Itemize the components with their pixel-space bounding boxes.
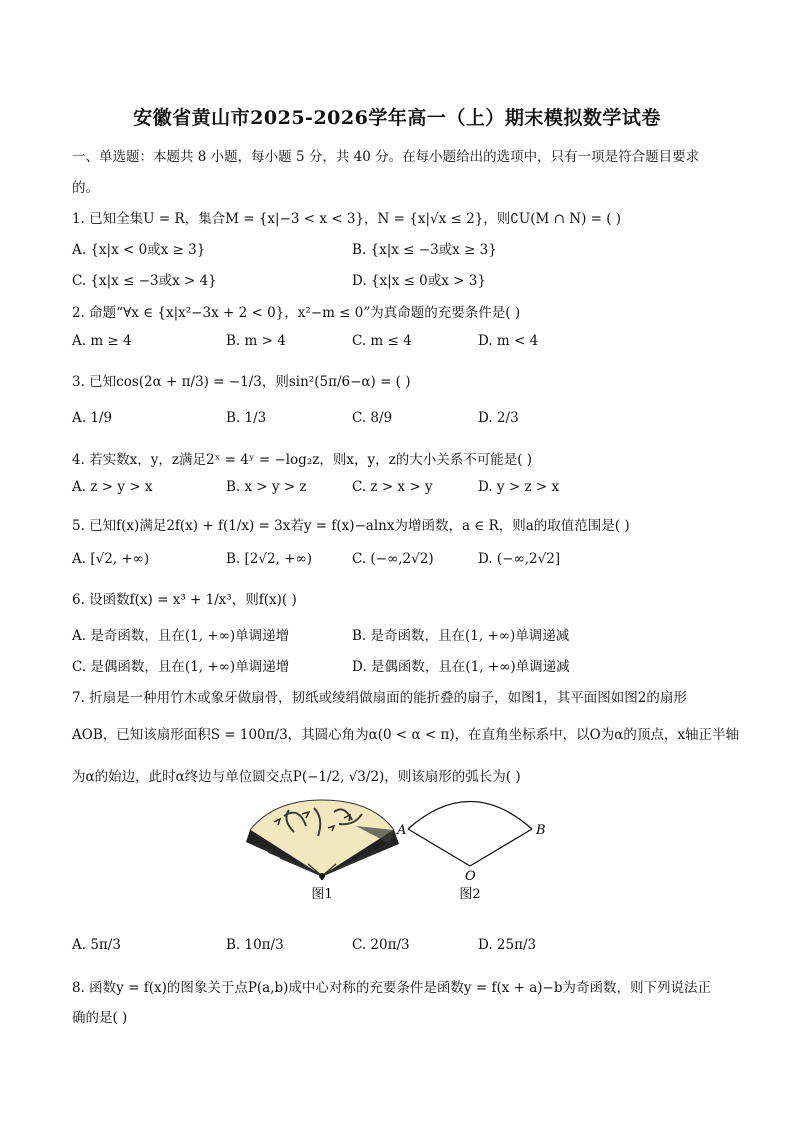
fan-figures bbox=[244, 796, 564, 906]
question-3-stem: 3. 已知cos(2α + π/3) = −1/3，则sin²(5π/6−α) = ( ) bbox=[72, 374, 411, 390]
question-7-option-a: A. 5π/3 bbox=[72, 937, 121, 953]
question-3-option-c: C. 8/9 bbox=[352, 410, 393, 426]
question-2-option-b: B. m > 4 bbox=[226, 333, 286, 349]
sector-aob-diagram bbox=[408, 802, 532, 867]
question-7-stem-line3: 为α的始边，此时α终边与单位圆交点P(−1/2, √3/2)，则该扇形的弧长为( ) bbox=[72, 769, 521, 785]
question-7-option-b: B. 10π/3 bbox=[226, 937, 284, 953]
question-4-option-c: C. z > x > y bbox=[352, 479, 433, 495]
question-7-figures bbox=[244, 796, 564, 906]
question-6-option-a: A. 是奇函数，且在(1, +∞)单调递增 bbox=[72, 628, 290, 644]
question-6-stem: 6. 设函数f(x) = x³ + 1/x³，则f(x)( ) bbox=[72, 592, 297, 608]
question-3-option-b: B. 1/3 bbox=[226, 410, 267, 426]
question-4-stem: 4. 若实数x，y，z满足2ˣ = 4ʸ = −log₂z，则x，y，z的大小关系不可能是( ) bbox=[72, 452, 533, 468]
point-a-label: A bbox=[397, 823, 407, 838]
question-2-option-d: D. m < 4 bbox=[478, 333, 539, 349]
question-4-option-b: B. x > y > z bbox=[226, 479, 307, 495]
question-7-option-d: D. 25π/3 bbox=[478, 937, 537, 953]
point-b-label: B bbox=[536, 823, 546, 838]
question-2-option-c: C. m ≤ 4 bbox=[352, 333, 412, 349]
question-5-option-d: D. (−∞,2√2] bbox=[478, 551, 561, 567]
question-3-option-a: A. 1/9 bbox=[72, 410, 113, 426]
question-5-option-c: C. (−∞,2√2) bbox=[352, 551, 434, 567]
question-6-option-b: B. 是奇函数，且在(1, +∞)单调递减 bbox=[352, 628, 570, 644]
question-1-option-a: A. {x|x < 0或x ≥ 3} bbox=[72, 242, 206, 258]
question-4-option-a: A. z > y > x bbox=[72, 479, 153, 495]
question-5-option-b: B. [2√2, +∞) bbox=[226, 551, 312, 567]
question-1-stem: 1. 已知全集U = R，集合M = {x|−3 < x < 3}，N = {x|√x ≤ 2}，则∁U(M ∩ N) = ( ) bbox=[72, 211, 622, 227]
question-5-option-a: A. [√2, +∞) bbox=[72, 551, 150, 567]
question-1-option-b: B. {x|x ≤ −3或x ≥ 3} bbox=[352, 242, 497, 258]
question-6-option-d: D. 是偶函数，且在(1, +∞)单调递减 bbox=[352, 659, 570, 675]
section-header-cont: 的。 bbox=[72, 180, 99, 196]
exam-title: 安徽省黄山市2025-2026学年高一（上）期末模拟数学试卷 bbox=[133, 107, 661, 129]
section-header: 一、单选题：本题共 8 小题，每小题 5 分，共 40 分。在每小题给出的选项中，只有一项是符合题目要求 bbox=[72, 149, 700, 165]
point-o-label: O bbox=[465, 869, 476, 884]
figure-2-caption: 图2 bbox=[459, 887, 481, 902]
question-5-stem: 5. 已知f(x)满足2f(x) + f(1/x) = 3x若y = f(x)−alnx为增函数，a ∈ R，则a的取值范围是( ) bbox=[72, 518, 630, 534]
question-4-option-d: D. y > z > x bbox=[478, 479, 560, 495]
question-7-option-c: C. 20π/3 bbox=[352, 937, 410, 953]
question-1-option-d: D. {x|x ≤ 0或x > 3} bbox=[352, 273, 486, 289]
question-8-stem-line2: 确的是( ) bbox=[72, 1010, 128, 1026]
question-2-stem: 2. 命题“∀x ∈ {x|x²−3x + 2 < 0}，x²−m ≤ 0”为真命题的充要条件是( ) bbox=[72, 305, 521, 321]
question-1-option-c: C. {x|x ≤ −3或x > 4} bbox=[72, 273, 217, 289]
question-7-stem-line1: 7. 折扇是一种用竹木或象牙做扇骨，韧纸或绫绢做扇面的能折叠的扇子，如图1，其平面图如图2的扇形 bbox=[72, 690, 687, 706]
question-7-stem-line2: AOB，已知该扇形面积S = 100π/3，其圆心角为α(0 < α < π)，在直角坐标系中，以O为α的顶点，x轴正半轴 bbox=[72, 727, 739, 743]
question-6-option-c: C. 是偶函数，且在(1, +∞)单调递增 bbox=[72, 659, 290, 675]
question-3-option-d: D. 2/3 bbox=[478, 410, 519, 426]
question-2-option-a: A. m ≥ 4 bbox=[72, 333, 132, 349]
figure-1-caption: 图1 bbox=[311, 887, 333, 902]
folding-fan-illustration bbox=[246, 800, 399, 880]
question-8-stem-line1: 8. 函数y = f(x)的图象关于点P(a,b)成中心对称的充要条件是函数y = f(x + a)−b为奇函数，则下列说法正 bbox=[72, 980, 711, 996]
